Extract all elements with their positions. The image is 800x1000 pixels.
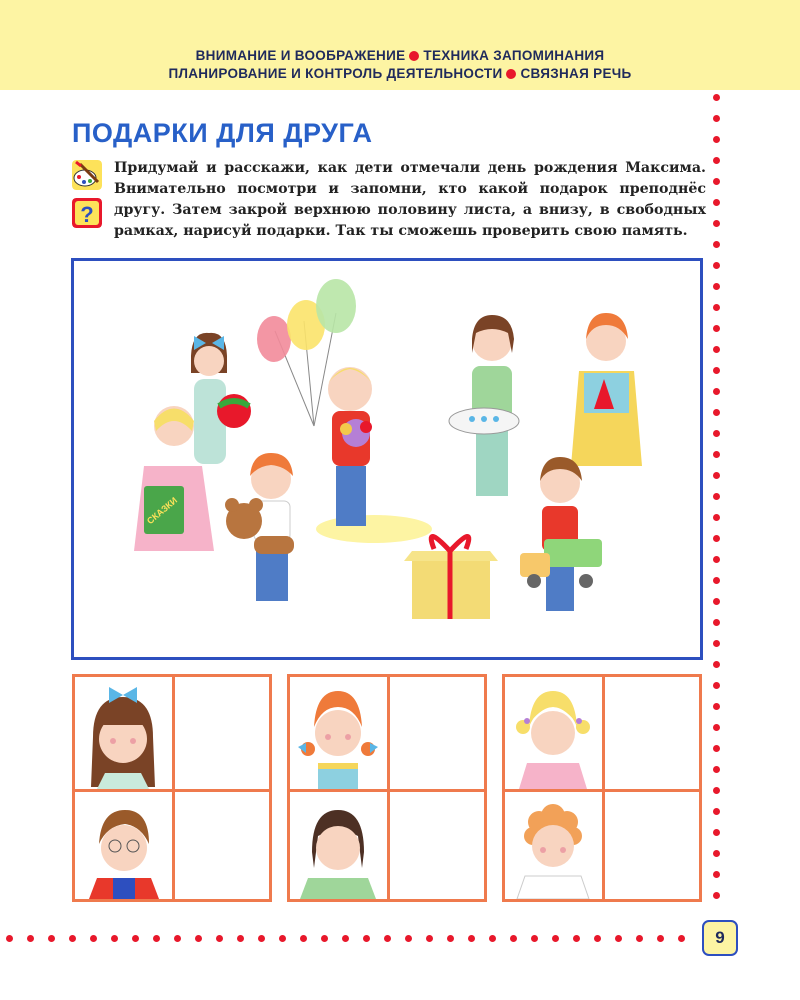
border-dot <box>713 766 720 773</box>
border-dot <box>713 430 720 437</box>
border-dot <box>237 935 244 942</box>
portrait-boy-glasses <box>75 792 172 899</box>
header-dot-icon <box>506 69 516 79</box>
border-dot <box>713 745 720 752</box>
border-dot <box>713 346 720 353</box>
border-dot <box>713 556 720 563</box>
border-dot <box>713 724 720 731</box>
balloon-red <box>257 316 291 362</box>
border-dot <box>713 409 720 416</box>
portrait-girl-dark-bob <box>290 792 387 899</box>
border-dot <box>713 787 720 794</box>
border-dot <box>713 808 720 815</box>
border-dot <box>300 935 307 942</box>
border-dot <box>510 935 517 942</box>
header-topic-planning: ПЛАНИРОВАНИЕ И КОНТРОЛЬ ДЕЯТЕЛЬНОСТИ <box>168 66 503 81</box>
border-dot <box>678 935 685 942</box>
header-topic-speech: СВЯЗНАЯ РЕЧЬ <box>520 66 632 81</box>
border-dot <box>573 935 580 942</box>
header-topic-memory: ТЕХНИКА ЗАПОМИНАНИЯ <box>423 48 605 63</box>
balloon-green <box>316 279 356 333</box>
border-dot <box>713 451 720 458</box>
border-dot <box>713 682 720 689</box>
header-line-2 <box>0 66 800 81</box>
border-dot <box>713 388 720 395</box>
birthday-scene-illustration <box>71 258 703 660</box>
page-title: ПОДАРКИ ДЛЯ ДРУГА <box>72 118 373 148</box>
border-dot <box>342 935 349 942</box>
border-dot <box>216 935 223 942</box>
border-dot <box>174 935 181 942</box>
border-dot <box>405 935 412 942</box>
border-dot <box>713 535 720 542</box>
page-number: 9 <box>702 920 738 956</box>
border-dot <box>69 935 76 942</box>
header-topic-attention: ВНИМАНИЕ И ВООБРАЖЕНИЕ <box>195 48 406 63</box>
header-line-1 <box>0 48 800 63</box>
border-dot <box>552 935 559 942</box>
border-dot <box>713 157 720 164</box>
border-dot <box>363 935 370 942</box>
header-band <box>0 0 800 90</box>
border-dot <box>713 220 720 227</box>
scene-book-text: СКАЗКИ <box>145 495 180 527</box>
border-dot <box>713 892 720 899</box>
border-dot <box>426 935 433 942</box>
border-dot <box>713 304 720 311</box>
border-dot <box>713 115 720 122</box>
border-dot <box>713 283 720 290</box>
border-dot <box>713 325 720 332</box>
border-dot <box>713 514 720 521</box>
border-dot <box>615 935 622 942</box>
answer-grid-2 <box>287 674 487 902</box>
border-dot <box>713 640 720 647</box>
border-dot <box>713 598 720 605</box>
portrait-girl-red-braids <box>290 677 387 789</box>
border-dot <box>713 178 720 185</box>
border-dot <box>468 935 475 942</box>
portrait-boy-curly-hair <box>505 792 602 899</box>
border-dot <box>384 935 391 942</box>
border-dot <box>713 199 720 206</box>
brush-palette-icon <box>72 160 102 190</box>
border-dot <box>594 935 601 942</box>
border-dot <box>111 935 118 942</box>
border-dot <box>713 661 720 668</box>
border-dot <box>6 935 13 942</box>
border-dot <box>531 935 538 942</box>
border-dot <box>713 493 720 500</box>
portrait-girl-brown-hair <box>75 677 172 789</box>
border-dot <box>27 935 34 942</box>
portrait-girl-blonde-pigtails <box>505 677 602 789</box>
border-dot <box>713 850 720 857</box>
border-dot <box>713 472 720 479</box>
border-dot <box>132 935 139 942</box>
question-mark-icon <box>72 198 102 228</box>
header-dot-icon <box>409 51 419 61</box>
border-dot <box>713 829 720 836</box>
svg-text:?: ? <box>80 202 94 227</box>
right-dotted-border <box>713 94 727 914</box>
border-dot <box>48 935 55 942</box>
border-dot <box>713 262 720 269</box>
border-dot <box>713 367 720 374</box>
task-icons <box>72 160 106 236</box>
border-dot <box>279 935 286 942</box>
border-dot <box>90 935 97 942</box>
border-dot <box>713 577 720 584</box>
border-dot <box>713 136 720 143</box>
border-dot <box>636 935 643 942</box>
border-dot <box>195 935 202 942</box>
border-dot <box>489 935 496 942</box>
bottom-dotted-border <box>0 935 700 945</box>
border-dot <box>153 935 160 942</box>
instructions-text: Придумай и расскажи, как дети отмечали день рождения Максима. Внимательно посмотри и запомни, кто какой подарок преподнёс другу. Затем закрой верхнюю половину листа, а внизу, в свободных рамках, нарисуй подарки. Так ты сможешь проверить свою память. <box>114 160 706 239</box>
border-dot <box>713 94 720 101</box>
border-dot <box>321 935 328 942</box>
border-dot <box>713 241 720 248</box>
border-dot <box>713 703 720 710</box>
border-dot <box>258 935 265 942</box>
border-dot <box>713 619 720 626</box>
border-dot <box>447 935 454 942</box>
answer-grid-1 <box>72 674 272 902</box>
border-dot <box>713 871 720 878</box>
border-dot <box>657 935 664 942</box>
answer-grid-3 <box>502 674 702 902</box>
